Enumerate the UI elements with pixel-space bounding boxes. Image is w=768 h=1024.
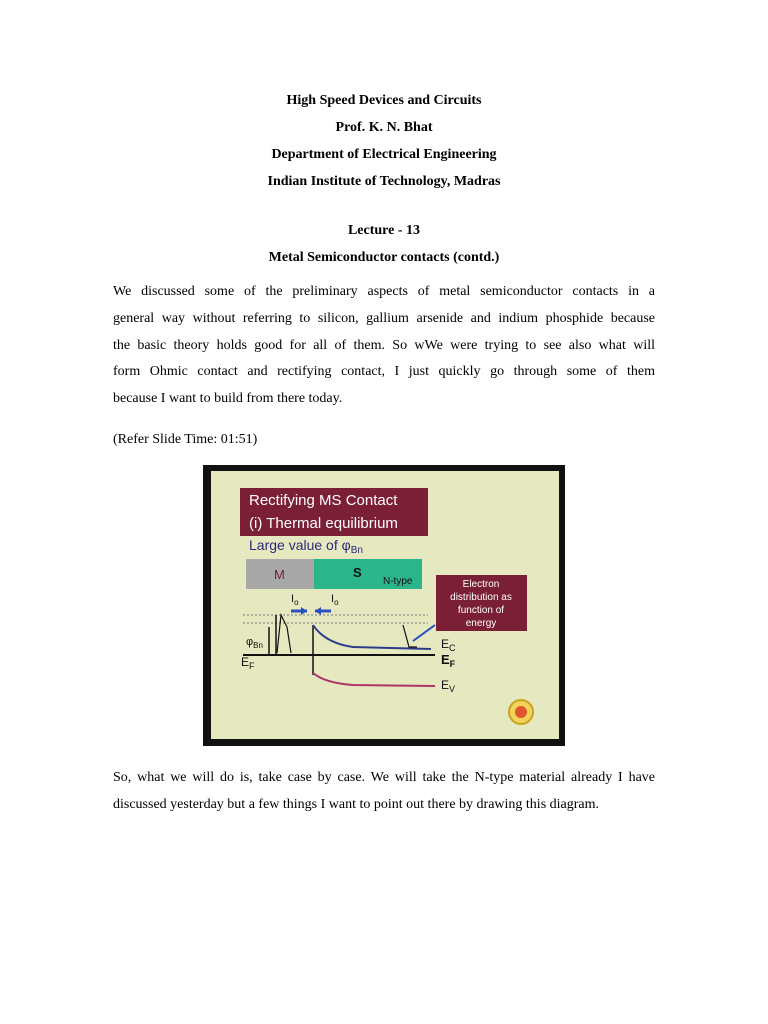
paragraph-line: We discussed some of the preliminary aspects of metal semiconductor contacts in a <box>113 284 655 299</box>
callout-line2: distribution as <box>450 592 512 603</box>
io-arrow-left-head <box>315 607 321 615</box>
conduction-band-curve <box>313 625 431 649</box>
nptel-logo-center <box>515 706 527 718</box>
slide-reference: (Refer Slide Time: 01:51) <box>113 432 258 447</box>
slide-diagram <box>203 465 565 746</box>
callout-line3: function of <box>457 605 505 616</box>
ef-right-label: $E_F$ <box>441 652 456 669</box>
phibn-label: $\varphi_{Bn}$ <box>246 636 263 650</box>
semiconductor-label: S <box>353 565 362 580</box>
metal-label: M <box>274 567 285 582</box>
io-label-right: $I_o$ <box>331 593 339 607</box>
closing-paragraph <box>113 765 655 819</box>
paragraph-line: So, what we will do is, take case by case. We will take the N-type material already I have <box>113 770 655 785</box>
course-title: High Speed Devices and Circuits <box>286 93 482 108</box>
ntype-label: N-type <box>383 576 413 587</box>
lecture-number: Lecture - 13 <box>347 223 421 238</box>
semiconductor-electron-distribution <box>403 625 417 647</box>
slide-title-line2: (i) Thermal equilibrium <box>249 515 398 532</box>
callout-line1: Electron <box>462 579 500 590</box>
io-arrow-right-head <box>301 607 307 615</box>
valence-band-curve <box>313 673 435 686</box>
callout-pointer <box>413 625 435 641</box>
paragraph-line: general way without referring to silicon, gallium arsenide and indium phosphide because <box>113 310 655 326</box>
slide-title-line1: Rectifying MS Contact <box>249 492 398 509</box>
paragraph-line: the basic theory holds good for all of them. So wWe were trying to see also what will <box>113 337 655 353</box>
lecture-topic: Metal Semiconductor contacts (contd.) <box>268 250 500 265</box>
callout-line4: energy <box>465 618 497 629</box>
intro-paragraph <box>113 279 655 413</box>
institute-name: Indian Institute of Technology, Madras <box>267 174 501 189</box>
department-name: Department of Electrical Engineering <box>271 147 497 162</box>
ef-left-label: $E_F$ <box>241 655 255 671</box>
metal-electron-distribution <box>277 615 291 653</box>
professor-name: Prof. K. N. Bhat <box>335 120 433 135</box>
lecture-slide <box>203 465 565 746</box>
slide-subtitle: Large value of $\varphi_{Bn}$ <box>249 537 363 556</box>
paragraph-line: because I want to build from there today. <box>113 391 343 407</box>
paragraph-line: discussed yesterday but a few things I want to point out there by drawing this diagram. <box>113 796 600 812</box>
io-label-left: $I_o$ <box>291 593 299 607</box>
ev-label: $E_V$ <box>441 678 456 694</box>
ec-label: $E_C$ <box>441 637 456 653</box>
paragraph-line: form Ohmic contact and rectifying contact, I just quickly go through some of them <box>113 364 655 380</box>
